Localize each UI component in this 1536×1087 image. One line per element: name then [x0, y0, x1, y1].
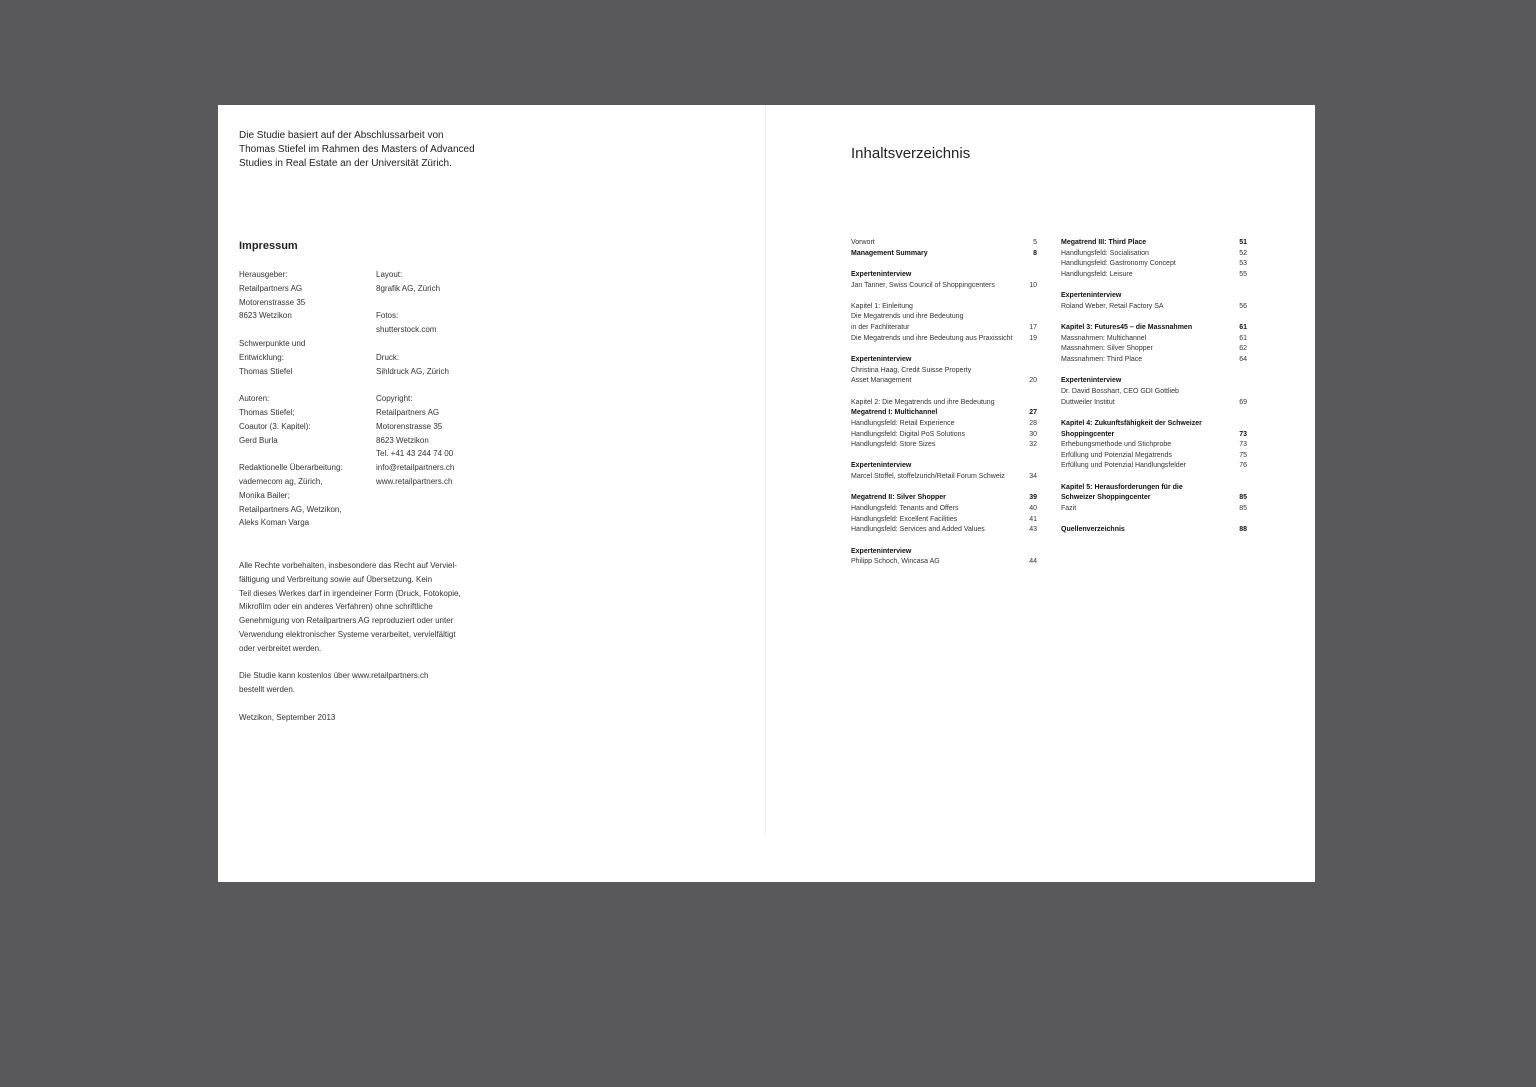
toc-entry[interactable] — [851, 398, 1037, 409]
right-page — [766, 105, 1315, 882]
toc-entry-page: 34 — [1029, 473, 1037, 481]
toc-entry-label: Handlungsfeld: Store Sizes — [851, 441, 936, 449]
toc-entry[interactable] — [851, 334, 1037, 345]
toc-entry-page: 20 — [1029, 377, 1037, 385]
toc-entry[interactable] — [851, 312, 1037, 323]
toc-entry-page: 88 — [1239, 526, 1247, 534]
text-line: info@retailpartners.ch — [376, 463, 455, 473]
text-line: Aleks Koman Varga — [239, 518, 310, 528]
toc-entry[interactable] — [851, 366, 1037, 377]
toc-entry[interactable] — [1061, 355, 1247, 366]
toc-entry[interactable] — [851, 430, 1037, 441]
toc-entry[interactable] — [1061, 504, 1247, 515]
toc-entry-page: 85 — [1239, 494, 1247, 502]
toc-entry[interactable] — [851, 472, 1037, 483]
toc-entry[interactable] — [1061, 291, 1247, 302]
text-line: Copyright: — [376, 394, 413, 404]
toc-entry-label: Handlungsfeld: Digital PoS Solutions — [851, 430, 966, 438]
text-line: Motorenstrasse 35 — [239, 297, 306, 307]
intro-text — [239, 129, 519, 171]
toc-entry[interactable] — [1061, 270, 1247, 281]
toc-entry-label: Fazit — [1061, 505, 1077, 513]
text-line: Mikrofilm oder ein anderes Verfahren) ohne schriftliche — [239, 602, 433, 612]
text-line: Thomas Stiefel; — [239, 407, 295, 417]
toc-entry-page: 5 — [1033, 239, 1037, 246]
toc-entry-page: 53 — [1239, 260, 1247, 268]
toc-entry-label: Kapitel 5: Herausforderungen für die — [1061, 483, 1183, 491]
toc-entry-label: Handlungsfeld: Excellent Facilities — [851, 515, 958, 523]
toc-entry[interactable] — [851, 270, 1037, 281]
text-line: Teil dieses Werkes darf in irgendeiner Form (Druck, Fotokopie, — [239, 588, 461, 598]
impressum-group — [376, 268, 506, 296]
toc-entry[interactable] — [1061, 430, 1247, 441]
toc-entry-page: 55 — [1239, 270, 1247, 278]
toc-entry-page: 85 — [1239, 505, 1247, 513]
toc-column-1 — [851, 238, 1037, 568]
text-line: Sihldruck AG, Zürich — [376, 366, 449, 376]
toc-entry[interactable] — [851, 249, 1037, 260]
toc-entry-page: 17 — [1029, 324, 1037, 332]
toc-entry-label: Handlungsfeld: Socialisation — [1061, 249, 1149, 257]
toc-entry-label: Experteninterview — [1061, 292, 1122, 300]
toc-entry[interactable] — [851, 323, 1037, 334]
toc-section — [851, 493, 1037, 536]
left-page — [218, 105, 765, 882]
impressum-title: Impressum — [239, 240, 298, 252]
page-edge — [1312, 838, 1315, 882]
toc-entry-label: Roland Weber, Retail Factory SA — [1061, 302, 1164, 310]
toc-section — [1061, 323, 1247, 366]
impressum-group — [239, 461, 369, 530]
text-line: Wetzikon, September 2013 — [239, 712, 336, 722]
impressum-column-1 — [239, 268, 369, 530]
toc-entry[interactable] — [851, 419, 1037, 430]
text-line: Retailpartners AG, Wetzikon, — [239, 504, 342, 514]
impressum-column-2 — [376, 268, 506, 489]
legal-paragraph — [239, 711, 499, 725]
toc-entry-label: Handlungsfeld: Leisure — [1061, 270, 1133, 278]
text-line: bestellt werden. — [239, 685, 296, 695]
toc-entry-label: in der Fachliteratur — [851, 324, 910, 332]
toc-entry-label: Handlungsfeld: Gastronomy Concept — [1061, 260, 1176, 268]
text-line: Gerd Burla — [239, 435, 278, 445]
impressum-group — [376, 351, 506, 379]
text-line: Druck: — [376, 352, 400, 362]
text-line: Redaktionelle Überarbeitung: — [239, 463, 343, 473]
toc-section — [1061, 238, 1247, 281]
toc-entry-label: Experteninterview — [1061, 377, 1122, 385]
toc-entry-label: Kapitel 4: Zukunftsfähigkeit der Schweizer — [1061, 419, 1202, 427]
toc-entry-page: 27 — [1029, 409, 1037, 417]
toc-entry-label: Erfüllung und Potenzial Megatrends — [1061, 451, 1172, 459]
text-line: Retailpartners AG — [376, 407, 440, 417]
text-line: Alle Rechte vorbehalten, insbesondere das Recht auf Verviel- — [239, 561, 457, 570]
toc-entry-label: Quellenverzeichnis — [1061, 526, 1125, 534]
toc-entry[interactable] — [1061, 451, 1247, 462]
toc-entry-page: 56 — [1239, 302, 1247, 310]
intro-line: Die Studie basiert auf der Abschlussarbeit von — [239, 130, 444, 141]
toc-entry-label: Vorwort — [851, 239, 875, 246]
toc-entry-page: 61 — [1239, 334, 1247, 342]
toc-entry-page: 62 — [1239, 345, 1247, 353]
toc-entry-page: 61 — [1239, 324, 1247, 332]
toc-entry-label: Massnahmen: Silver Shopper — [1061, 345, 1153, 353]
toc-section — [1061, 483, 1247, 515]
toc-entry[interactable] — [851, 493, 1037, 504]
toc-entry-label: Christina Haag, Credit Suisse Property — [851, 366, 972, 374]
toc-entry-label: Handlungsfeld: Retail Experience — [851, 419, 955, 427]
toc-section — [851, 461, 1037, 482]
toc-entry-label: Handlungsfeld: Tenants and Offers — [851, 505, 959, 513]
toc-entry[interactable] — [1061, 259, 1247, 270]
toc-section — [851, 238, 1037, 259]
toc-entry-label: Experteninterview — [851, 270, 912, 278]
toc-section — [1061, 291, 1247, 312]
text-line: 8grafik AG, Zürich — [376, 283, 441, 293]
toc-column-2 — [1061, 238, 1247, 536]
text-line: 8623 Wetzikon — [239, 311, 292, 321]
toc-entry[interactable] — [851, 515, 1037, 526]
text-line: Entwicklung: — [239, 352, 284, 362]
toc-entry-label: Handlungsfeld: Services and Added Values — [851, 526, 985, 534]
toc-entry[interactable] — [1061, 334, 1247, 345]
toc-entry-page: 76 — [1239, 462, 1247, 470]
toc-entry[interactable] — [851, 547, 1037, 558]
toc-entry-page: 52 — [1239, 249, 1247, 257]
toc-entry-label: Die Megatrends und ihre Bedeutung aus Praxissicht — [851, 334, 1013, 342]
toc-entry[interactable] — [1061, 376, 1247, 387]
toc-entry-label: Erfüllung und Potenzial Handlungsfelder — [1061, 462, 1186, 470]
toc-title: Inhaltsverzeichnis — [851, 145, 971, 162]
toc-entry[interactable] — [851, 525, 1037, 536]
toc-entry-label: Marcel Stoffel, stoffelzurich/Retail Forum Schweiz — [851, 473, 1005, 481]
toc-entry-label: Shoppingcenter — [1061, 430, 1115, 438]
toc-entry-page: 43 — [1029, 526, 1037, 534]
toc-entry-label: Management Summary — [851, 249, 928, 257]
toc-entry-page: 32 — [1029, 441, 1037, 449]
toc-entry[interactable] — [1061, 344, 1247, 355]
toc-entry[interactable] — [851, 355, 1037, 366]
text-line: Monika Bailer; — [239, 490, 290, 500]
toc-entry-label: Kapitel 1: Einleitung — [851, 302, 913, 310]
toc-entry[interactable] — [851, 376, 1037, 387]
toc-entry[interactable] — [1061, 302, 1247, 313]
text-line: Fotos: — [376, 311, 399, 321]
toc-entry[interactable] — [1061, 398, 1247, 409]
toc-entry-label: Megatrend II: Silver Shopper — [851, 494, 946, 502]
text-line: 8623 Wetzikon — [376, 435, 429, 445]
toc-entry-page: 44 — [1029, 558, 1037, 566]
toc-section — [851, 355, 1037, 387]
toc-entry[interactable] — [1061, 238, 1247, 249]
toc-entry-page: 40 — [1029, 505, 1037, 513]
toc-entry[interactable] — [851, 281, 1037, 292]
intro-line: Studies in Real Estate an der Universität Zürich. — [239, 158, 452, 169]
toc-section — [1061, 376, 1247, 408]
book-spread — [218, 105, 1315, 882]
text-line: fältigung und Verbreitung sowie auf Übersetzung. Kein — [239, 574, 433, 584]
toc-entry-label: Experteninterview — [851, 547, 912, 555]
toc-entry-label: Massnahmen: Third Place — [1061, 356, 1143, 364]
toc-entry-page: 10 — [1029, 281, 1037, 289]
impressum-group — [376, 309, 506, 337]
toc-entry-label: Experteninterview — [851, 462, 912, 470]
toc-entry-label: Philipp Schoch, Wincasa AG — [851, 558, 940, 566]
toc-entry-label: Erhebungsmethode und Stichprobe — [1061, 441, 1172, 449]
toc-entry-label: Massnahmen: Multichannel — [1061, 334, 1147, 342]
toc-entry-page: 19 — [1029, 334, 1037, 342]
toc-section — [851, 302, 1037, 345]
toc-entry-label: Duttweiler Institut — [1061, 398, 1115, 406]
toc-entry-page: 75 — [1239, 451, 1247, 459]
toc-entry-page: 41 — [1029, 515, 1037, 523]
intro-line: Thomas Stiefel im Rahmen des Masters of Advanced — [239, 144, 475, 155]
toc-entry-page: 73 — [1239, 441, 1247, 449]
toc-entry-label: Jan Tanner, Swiss Council of Shoppingcenters — [851, 281, 995, 289]
toc-entry[interactable] — [1061, 323, 1247, 334]
toc-entry-page: 69 — [1239, 398, 1247, 406]
toc-entry-page: 51 — [1239, 239, 1247, 246]
toc-section — [851, 547, 1037, 568]
toc-section — [1061, 419, 1247, 472]
toc-section — [851, 270, 1037, 291]
toc-entry-page: 30 — [1029, 430, 1037, 438]
text-line: oder verbreitet werden. — [239, 643, 322, 653]
toc-entry[interactable] — [1061, 483, 1247, 494]
toc-entry-label: Asset Management — [851, 377, 912, 385]
toc-entry[interactable] — [1061, 419, 1247, 430]
toc-entry-label: Megatrend I: Multichannel — [851, 409, 938, 417]
toc-entry[interactable] — [851, 302, 1037, 313]
text-line: shutterstock.com — [376, 325, 437, 335]
toc-entry-page: 28 — [1029, 419, 1037, 427]
toc-entry-page: 73 — [1239, 430, 1247, 438]
text-line: www.retailpartners.ch — [376, 476, 453, 486]
text-line: vademecom ag, Zürich, — [239, 476, 323, 486]
toc-entry-page: 64 — [1239, 356, 1247, 364]
toc-entry-page: 39 — [1029, 494, 1037, 502]
text-line: Coautor (3. Kapitel): — [239, 421, 311, 431]
toc-entry[interactable] — [851, 504, 1037, 515]
text-line: Genehmigung von Retailpartners AG reproduziert oder unter — [239, 616, 454, 626]
impressum-group — [239, 392, 369, 447]
text-line: Retailpartners AG — [239, 283, 303, 293]
toc-entry[interactable] — [851, 238, 1037, 249]
toc-section — [851, 398, 1037, 451]
text-line: Motorenstrasse 35 — [376, 421, 443, 431]
text-line: Layout: — [376, 270, 403, 279]
toc-entry[interactable] — [1061, 387, 1247, 398]
toc-entry-page: 8 — [1033, 249, 1037, 257]
toc-entry-label: Dr. David Bosshart, CEO GDI Gottlieb — [1061, 387, 1179, 395]
text-line: Thomas Stiefel — [239, 366, 293, 376]
text-line: Autoren: — [239, 394, 270, 404]
toc-entry[interactable] — [1061, 249, 1247, 260]
impressum-group — [239, 268, 369, 323]
toc-entry[interactable] — [851, 557, 1037, 568]
toc-section — [1061, 525, 1247, 536]
toc-entry[interactable] — [851, 408, 1037, 419]
text-line: Tel. +41 43 244 74 00 — [376, 449, 454, 459]
toc-entry-label: Die Megatrends und ihre Bedeutung — [851, 313, 964, 321]
toc-entry-label: Kapitel 3: Futures45 – die Massnahmen — [1061, 324, 1193, 332]
toc-entry[interactable] — [1061, 461, 1247, 472]
toc-entry[interactable] — [851, 440, 1037, 451]
legal-paragraph — [239, 559, 499, 656]
text-line: Herausgeber: — [239, 270, 288, 279]
text-line: Schwerpunkte und — [239, 338, 306, 348]
text-line: Die Studie kann kostenlos über www.retailpartners.ch — [239, 671, 429, 681]
text-line: Verwendung elektronischer Systeme verarbeitet, vervielfältigt — [239, 629, 456, 639]
legal-paragraph — [239, 669, 499, 697]
legal-notice — [239, 559, 499, 738]
toc-entry-label: Kapitel 2: Die Megatrends und ihre Bedeutung — [851, 398, 995, 406]
toc-entry-label: Megatrend III: Third Place — [1061, 239, 1147, 246]
toc-entry[interactable] — [1061, 493, 1247, 504]
impressum-group — [376, 392, 506, 489]
toc-entry[interactable] — [851, 461, 1037, 472]
toc-entry[interactable] — [1061, 440, 1247, 451]
toc-entry-label: Experteninterview — [851, 356, 912, 364]
toc-entry-label: Schweizer Shoppingcenter — [1061, 494, 1151, 502]
impressum-group — [239, 337, 369, 378]
toc-entry[interactable] — [1061, 525, 1247, 536]
